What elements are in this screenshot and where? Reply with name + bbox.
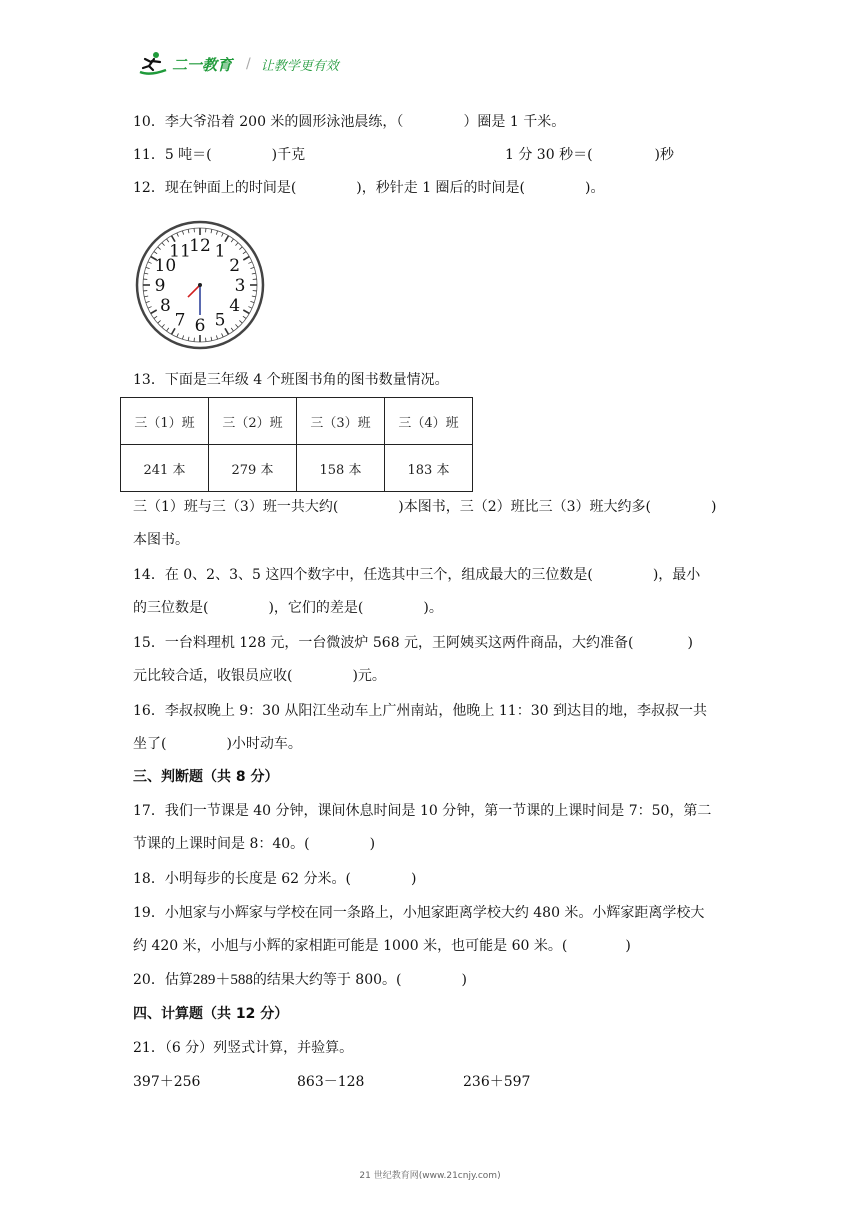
question-17-line-2: 节课的上课时间是 8：40。( )	[133, 836, 376, 852]
table-cell: 279 本	[209, 445, 297, 492]
table-cell: 183 本	[385, 445, 473, 492]
brand-slogan: 让教学更有效	[260, 58, 339, 74]
clock-number: 6	[194, 316, 206, 336]
question-17-line-1: 17．我们一节课是 40 分钟，课间休息时间是 10 分钟，第一节课的上课时间是 7：50，第二	[133, 803, 712, 819]
question-12: 12．现在钟面上的时间是( )，秒针走 1 圈后的时间是( )。	[133, 180, 605, 196]
header-separator: /	[246, 56, 251, 72]
table-header-row	[121, 398, 473, 445]
table-cell: 158 本	[297, 445, 385, 492]
table-header-cell: 三（2）班	[209, 398, 297, 445]
question-19-line-1: 19．小旭家与小辉家与学校在同一条路上，小旭家距离学校大约 480 米。小辉家距离学校大	[133, 905, 705, 921]
page-footer: 21 世纪教育网(www.21cnjy.com)	[359, 1171, 501, 1181]
question-10: 10．李大爷沿着 200 米的圆形泳池晨练，（ ）圈是 1 千米。	[133, 114, 566, 130]
table-header-cell: 三（3）班	[297, 398, 385, 445]
runner-icon	[136, 50, 170, 78]
question-13-intro: 13．下面是三年级 4 个班图书角的图书数量情况。	[133, 372, 449, 388]
question-16-line-2: 坐了( )小时动车。	[133, 736, 302, 752]
books-table	[120, 397, 473, 492]
clock-number: 7	[174, 310, 186, 331]
question-13-line-1: 三（1）班与三（3）班一共大约( )本图书，三（2）班比三（3）班大约多( )	[133, 499, 717, 515]
question-21: 21．（6 分）列竖式计算，并验算。	[133, 1040, 354, 1056]
question-11-a: 11．5 吨＝( )千克	[133, 147, 306, 163]
math-expression: 289＋588	[192, 972, 253, 988]
question-13-line-2: 本图书。	[133, 532, 189, 548]
clock-face	[134, 219, 266, 351]
calc-item: 397＋256	[133, 1074, 201, 1090]
question-15-line-2: 元比较合适，收银员应收( )元。	[133, 668, 386, 684]
clock-number: 9	[154, 276, 166, 296]
question-20: 20．估算289＋588的结果大约等于 800。( )	[133, 972, 467, 988]
clock-number: 5	[214, 310, 226, 331]
clock-number: 8	[159, 296, 171, 316]
table-header-cell: 三（1）班	[121, 398, 209, 445]
clock-number: 3	[234, 276, 246, 296]
question-14-line-1: 14．在 0、2、3、5 这四个数字中，任选其中三个，组成最大的三位数是( )，最小	[133, 567, 701, 583]
section-3-heading: 三、判断题（共 8 分）	[133, 769, 279, 785]
clock-number: 12	[189, 236, 211, 256]
table-header-cell: 三（4）班	[385, 398, 473, 445]
question-19-line-2: 约 420 米，小旭与小辉的家相距可能是 1000 米，也可能是 60 米。( )	[133, 938, 631, 954]
table-cell: 241 本	[121, 445, 209, 492]
question-18: 18．小明每步的长度是 62 分米。( )	[133, 871, 417, 887]
clock-number: 10	[154, 256, 177, 276]
section-4-heading: 四、计算题（共 12 分）	[133, 1006, 289, 1022]
question-15-line-1: 15．一台料理机 128 元，一台微波炉 568 元，王阿姨买这两件商品，大约准备( )	[133, 635, 693, 651]
question-11-b: 1 分 30 秒＝( )秒	[505, 147, 675, 163]
question-16-line-1: 16．李叔叔晚上 9：30 从阳江坐动车上广州南站，他晚上 11：30 到达目的地，李叔叔一共	[133, 703, 707, 719]
clock-number: 4	[229, 296, 241, 316]
clock-number: 2	[229, 256, 241, 276]
question-14-line-2: 的三位数是( )，它们的差是( )。	[133, 600, 443, 616]
calc-item: 863－128	[297, 1074, 365, 1090]
site-logo	[136, 50, 339, 78]
table-row	[121, 445, 473, 492]
clock-number: 1	[214, 241, 226, 262]
calc-item: 236＋597	[463, 1074, 531, 1090]
brand-name: 二一教育	[172, 55, 233, 74]
clock-number: 11	[169, 241, 191, 262]
